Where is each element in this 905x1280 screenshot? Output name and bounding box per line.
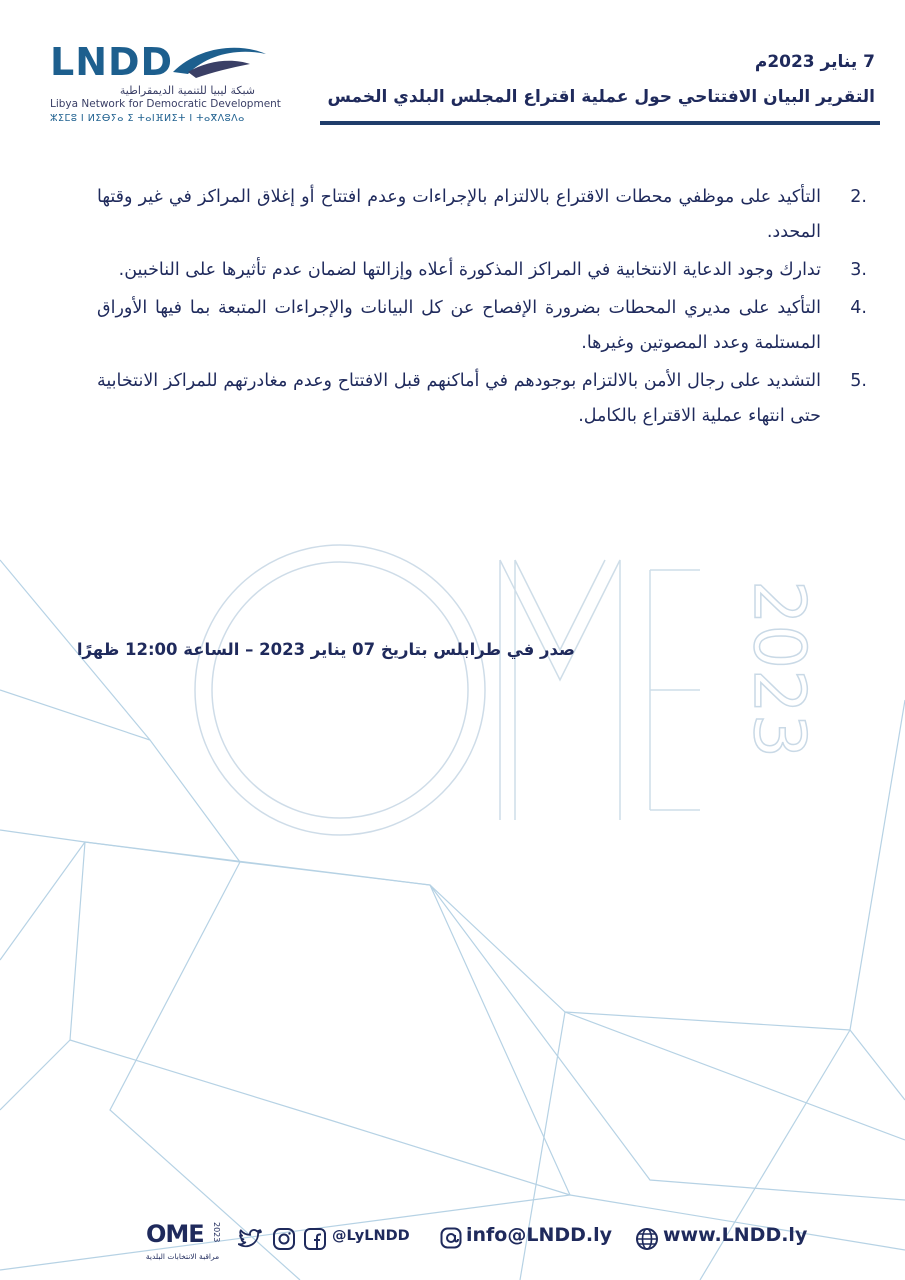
report-date: 7 يناير 2023م [754,52,875,72]
header-divider [320,121,880,125]
item-number: 2. [850,187,867,207]
list-item [97,253,867,288]
ome-logo-year: 2023 [212,1222,221,1243]
logo-name-tifinagh: ⵣⵉⵎⵓ ⵏ ⵍⵉⴱⵢⴰ ⵉ ⵜⴰⵏⴼⵍⵉⵜ ⵏ ⵜⴰⴳⴷⵓⴷⴰ [50,113,245,124]
social-handle[interactable]: @LyLNDD [332,1228,410,1244]
footer [140,1218,820,1268]
issued-statement: صدر في طرابلس بتاريخ 07 يناير 2023 – الساعة 12:00 ظهرًا [76,640,575,659]
logo-name-arabic: شبكة ليبيا للتنمية الديمقراطية [119,84,255,97]
instagram-icon[interactable] [271,1226,297,1252]
report-title: التقرير البيان الافتتاحي حول عملية اقتراع المجلس البلدي الخمس [327,87,875,107]
list-item [97,364,867,434]
item-text: التأكيد على موظفي محطات الاقتراع بالالتزام بالإجراءات وعدم افتتاح أو إغلاق المراكز في غير وقتها المحدد. [97,187,821,242]
watermark-year: 2023 [738,580,820,759]
logo-acronym: LNDD [50,40,174,84]
facebook-icon[interactable] [302,1226,328,1252]
list-item [97,180,867,250]
item-text: التشديد على رجال الأمن بالالتزام بوجودهم في أماكنهم قبل الافتتاح وعدم مغادرتهم للمراكز الانتخابية حتى انتهاء عملية الاقتراع بالكامل. [97,371,821,426]
ome-logo [140,1218,225,1266]
eye-swoosh-icon [168,42,268,82]
item-text: تدارك وجود الدعاية الانتخابية في المراكز المذكورة أعلاه وإزالتها لضمان عدم تأثيرها على الناخبين. [118,260,821,280]
email-link[interactable]: info@LNDD.ly [466,1224,613,1246]
ome-logo-word: OME [146,1220,204,1248]
lndd-logo [50,40,281,130]
ome-logo-caption: مراقبة الانتخابات البلدية [145,1252,220,1261]
website-link[interactable]: www.LNDD.ly [663,1224,808,1246]
item-text: التأكيد على مديري المحطات بضرورة الإفصاح عن كل البيانات والإجراءات المتبعة بما فيها الأوراق المستلمة وعدد المصوتين وغيرها. [97,298,821,353]
logo-name-english: Libya Network for Democratic Development [50,98,281,110]
item-number: 4. [850,298,867,318]
list-item [97,291,867,361]
at-sign-icon [440,1227,462,1249]
recommendations-list [97,180,867,437]
item-number: 5. [850,371,867,391]
item-number: 3. [850,260,867,280]
twitter-icon[interactable] [238,1226,264,1252]
globe-icon [635,1227,659,1251]
